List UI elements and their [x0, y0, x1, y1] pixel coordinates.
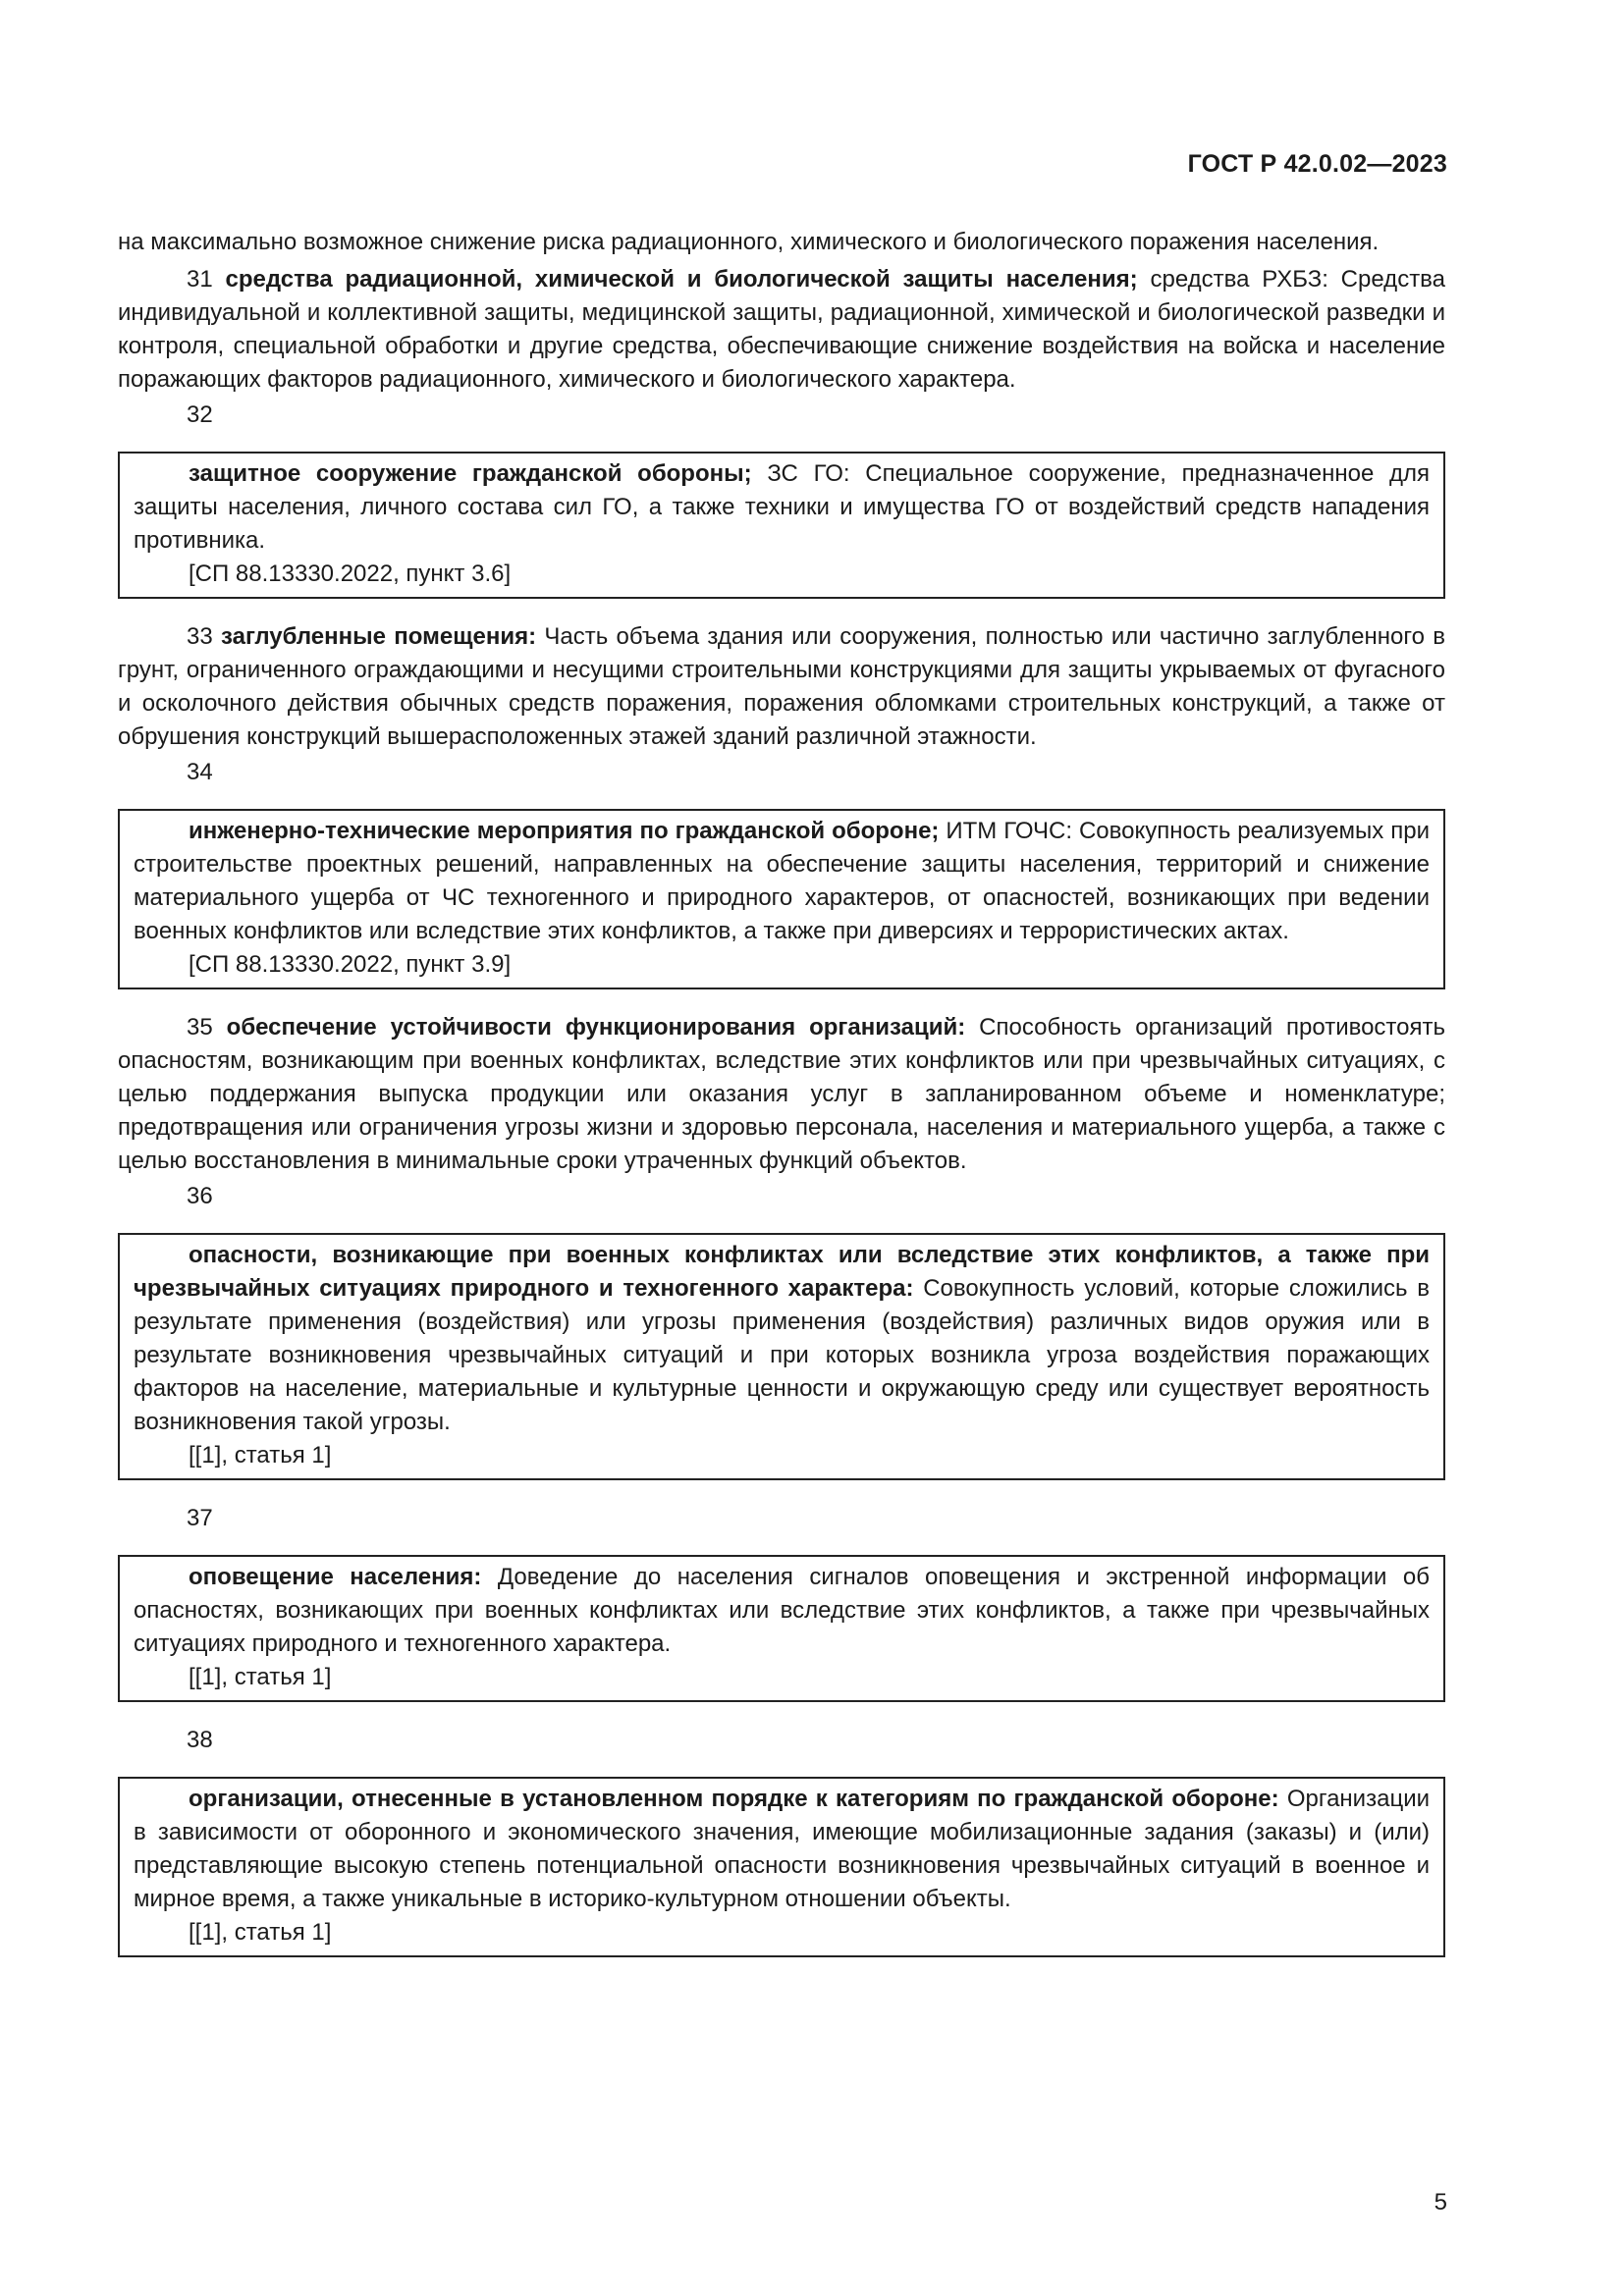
- entry-number-34: 34: [187, 759, 213, 785]
- term-title: опасности, возникающие при военных конфликтах или вследствие этих конфликтов, а также при чрезвычайных ситуациях природного и техногенного характера:: [134, 1242, 1430, 1302]
- document-body: [118, 226, 1445, 1979]
- entry-number-37: 37: [187, 1505, 213, 1531]
- term-entry-33: [118, 620, 1445, 754]
- page-number: 5: [1434, 2189, 1447, 2216]
- term-box-37: [118, 1555, 1445, 1702]
- term-source: [[1], статья 1]: [189, 1442, 332, 1468]
- term-entry-37: [134, 1561, 1430, 1661]
- term-title: оповещение населения:: [189, 1564, 482, 1590]
- term-definition: Организации в зависимости от оборонного и экономического значения, имеющие мобилизационные задания (заказы) и (или) представляющие высокую степень потенциальной опасности возникновения чрезвычайных ситуаций в военное и мирное время, а также уникальные в историко-культурном отношении объекты.: [134, 1786, 1430, 1912]
- term-entry-34: [134, 815, 1430, 948]
- term-title: обеспечение устойчивости функционирования организаций:: [226, 1014, 966, 1041]
- entry-number-38: 38: [187, 1727, 213, 1753]
- term-definition: средства РХБЗ: Средства индивидуальной и коллективной защиты, медицинской защиты, радиационной, химической и биологической разведки и контроля, специальной обработки и другие средства, обеспечивающие снижение воздействия на войска и население поражающих факторов радиационного, химического и биологического характера.: [118, 266, 1446, 393]
- term-entry-36: [134, 1239, 1430, 1439]
- term-source: [[1], статья 1]: [189, 1664, 332, 1690]
- term-definition: Способность организаций противостоять опасностям, возникающим при военных конфликтах, вследствие этих конфликтов или при чрезвычайных ситуациях, с целью поддержания выпуска продукции или оказания услуг в запланированном объеме и номенклатуре; предотвращения или ограничения угрозы жизни и здоровью персонала, населения и материального ущерба, а также с целью восстановления в минимальные сроки утраченных функций объектов.: [118, 1014, 1445, 1174]
- term-definition: Совокупность условий, которые сложились в результате применения (воздействия) или угрозы применения (воздействия) различных видов оружия или в результате возникновения чрезвычайных ситуаций и при которых возникла угроза воздействия поражающих факторов на население, материальные и культурные ценности и окружающую среду или существует вероятность возникновения такой угрозы.: [134, 1275, 1430, 1435]
- term-source: [[1], статья 1]: [189, 1919, 332, 1946]
- term-entry-32: [134, 457, 1430, 558]
- term-box-34: [118, 809, 1445, 989]
- intro-paragraph: на максимально возможное снижение риска радиационного, химического и биологического поражения населения.: [118, 229, 1380, 255]
- term-definition: ЗС ГО: Специальное сооружение, предназначенное для защиты населения, личного состава сил ГО, а также техники и имущества ГО от воздействий средств нападения противника.: [134, 460, 1431, 554]
- term-box-38: [118, 1777, 1445, 1957]
- entry-number: 31: [187, 266, 213, 293]
- term-title: заглубленные помещения:: [221, 623, 537, 650]
- term-title: организации, отнесенные в установленном порядке к категориям по гражданской обороне:: [189, 1786, 1279, 1812]
- entry-number-32: 32: [187, 401, 213, 428]
- term-box-36: [118, 1233, 1445, 1480]
- term-title: средства радиационной, химической и биологической защиты населения;: [225, 266, 1138, 293]
- term-definition: Часть объема здания или сооружения, полностью или частично заглубленного в грунт, ограниченного ограждающими и несущими строительными конструкциями для защиты укрываемых от фугасного и осколочного действия обычных средств поражения, поражения обломками строительных конструкций, а также от обрушения конструкций вышерасположенных этажей зданий различной этажности.: [118, 623, 1445, 750]
- entry-number: 35: [187, 1014, 213, 1041]
- term-entry-35: [118, 1011, 1445, 1178]
- entry-number: 33: [187, 623, 213, 650]
- document-id: ГОСТ Р 42.0.02—2023: [1187, 150, 1447, 178]
- term-title: инженерно-технические мероприятия по гражданской обороне;: [189, 818, 940, 844]
- term-definition: ИТМ ГОЧС: Совокупность реализуемых при строительстве проектных решений, направленных на обеспечение защиты населения, территорий и снижение материального ущерба от ЧС техногенного и природного характеров, от опасностей, возникающих при ведении военных конфликтов или вследствие этих конфликтов, а также при диверсиях и террористических актах.: [134, 818, 1430, 944]
- term-box-32: [118, 452, 1445, 599]
- term-title: защитное сооружение гражданской обороны;: [189, 460, 752, 487]
- term-definition: Доведение до населения сигналов оповещения и экстренной информации об опасностях, возникающих при военных конфликтах или вследствие этих конфликтов, а также при чрезвычайных ситуациях природного и техногенного характера.: [134, 1564, 1430, 1657]
- entry-number-36: 36: [187, 1183, 213, 1209]
- term-source: [СП 88.13330.2022, пункт 3.9]: [189, 951, 512, 978]
- term-entry-31: [118, 263, 1445, 397]
- term-source: [СП 88.13330.2022, пункт 3.6]: [189, 561, 512, 587]
- term-entry-38: [134, 1783, 1430, 1916]
